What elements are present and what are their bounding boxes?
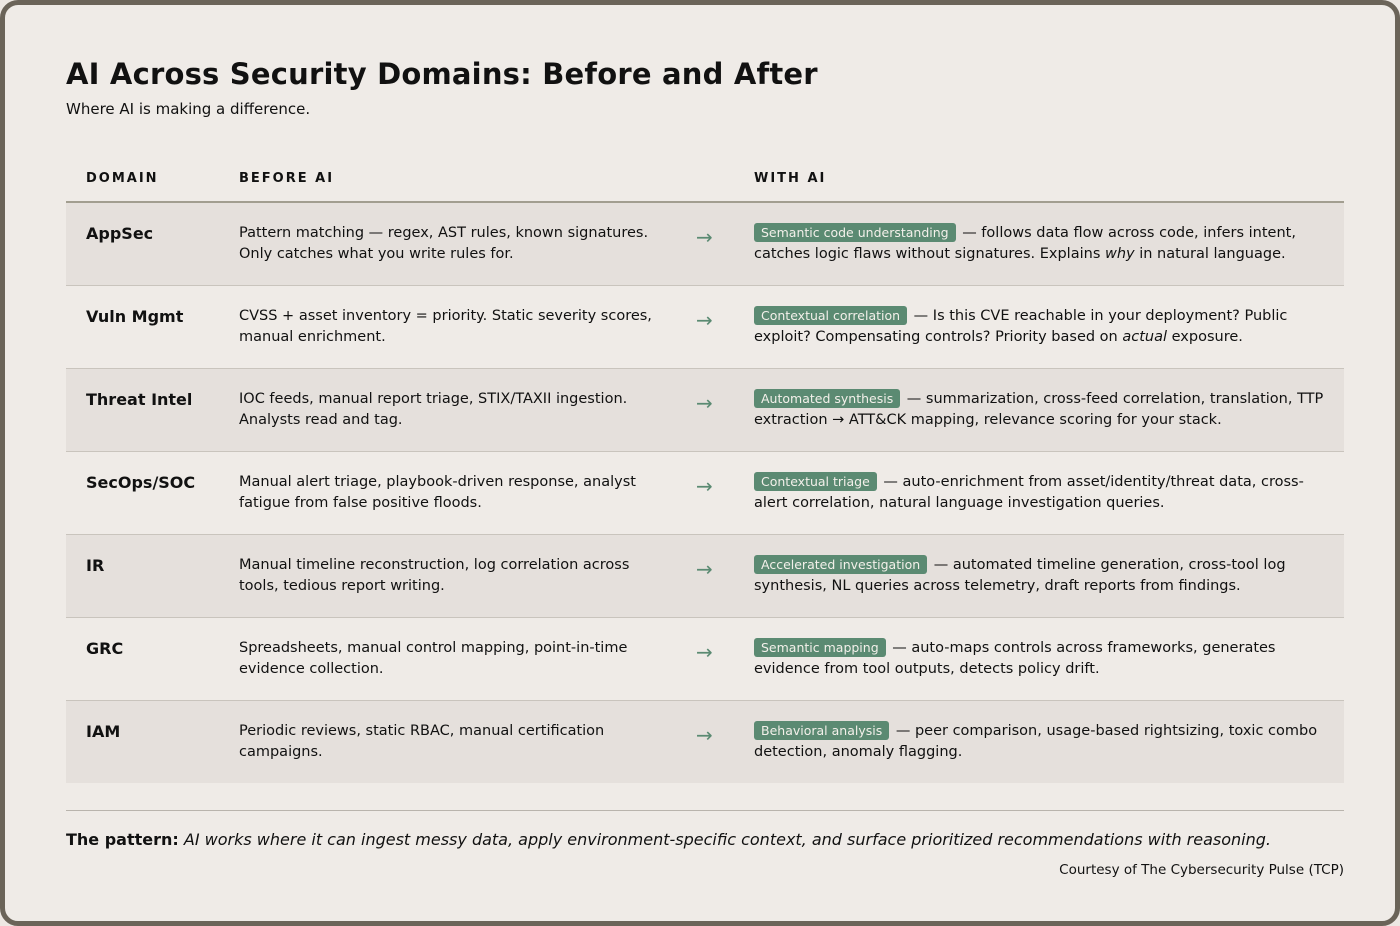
main-content (66, 55, 1344, 878)
with-ai-text: — summarization, cross-feed correlation, translation, TTP extraction → ATT&CK mapping, relevance scoring for your stack. (754, 391, 1324, 428)
with-ai-cell (754, 638, 1334, 680)
arrow-right-icon: → (696, 308, 713, 332)
with-ai-text: — Is this CVE reachable in your deployment? Public exploit? Compensating controls? Priority based on (754, 308, 1288, 345)
arrow-right-icon: → (696, 474, 713, 498)
before-cell: CVSS + asset inventory = priority. Static severity scores, manual enrichment. (239, 308, 652, 345)
before-cell: Manual alert triage, playbook-driven response, analyst fatigue from false positive floods. (239, 474, 636, 511)
page-subtitle: Where AI is making a difference. (66, 100, 311, 118)
domain-cell: AppSec (86, 224, 154, 243)
table-row (66, 701, 1344, 783)
with-ai-text-end: in natural language. (1134, 246, 1286, 262)
before-cell: Spreadsheets, manual control mapping, point-in-time evidence collection. (239, 640, 628, 677)
before-cell: IOC feeds, manual report triage, STIX/TAXII ingestion. Analysts read and tag. (239, 391, 628, 428)
domain-cell: GRC (86, 639, 124, 658)
with-ai-text: — follows data flow across code, infers intent, catches logic flaws without signatures. Explains (754, 225, 1296, 262)
domain-cell: Threat Intel (86, 390, 193, 409)
domain-cell: Vuln Mgmt (86, 307, 184, 326)
with-ai-cell (754, 223, 1334, 265)
before-cell: Manual timeline reconstruction, log correlation across tools, tedious report writing. (239, 557, 630, 594)
page-title: AI Across Security Domains: Before and After (66, 57, 818, 91)
capability-tag: Accelerated investigation (754, 555, 927, 574)
pattern-label: The pattern: (66, 830, 179, 849)
with-ai-text: — auto-enrichment from asset/identity/threat data, cross-alert correlation, natural language investigation queries. (754, 474, 1304, 511)
before-cell: Pattern matching — regex, AST rules, known signatures. Only catches what you write rules for. (239, 225, 649, 262)
table-row (66, 618, 1344, 701)
domain-cell: SecOps/SOC (86, 473, 196, 492)
domain-cell: IR (86, 556, 105, 575)
table-header (66, 165, 1344, 203)
pattern-statement (66, 830, 1271, 850)
before-cell: Periodic reviews, static RBAC, manual certification campaigns. (239, 723, 605, 760)
column-header-domain: DOMAIN (86, 171, 159, 186)
with-ai-text: — peer comparison, usage-based rightsizing, toxic combo detection, anomaly flagging. (754, 723, 1318, 760)
table-row (66, 203, 1344, 286)
with-ai-emphasis: why (1104, 246, 1135, 262)
pattern-text: AI works where it can ingest messy data, apply environment-specific context, and surface prioritized recommendations with reasoning. (183, 830, 1271, 849)
capability-tag: Contextual triage (754, 472, 877, 491)
table-row (66, 369, 1344, 452)
arrow-right-icon: → (696, 640, 713, 664)
with-ai-cell (754, 306, 1334, 348)
with-ai-cell (754, 389, 1334, 431)
capability-tag: Semantic code understanding (754, 223, 956, 242)
credit-line: Courtesy of The Cybersecurity Pulse (TCP) (1059, 862, 1344, 878)
column-header-before-ai: BEFORE AI (239, 171, 335, 186)
capability-tag: Behavioral analysis (754, 721, 889, 740)
capability-tag: Automated synthesis (754, 389, 900, 408)
with-ai-text: — auto-maps controls across frameworks, generates evidence from tool outputs, detects policy drift. (754, 640, 1276, 677)
comparison-table (66, 165, 1344, 783)
arrow-right-icon: → (696, 225, 713, 249)
with-ai-emphasis: actual (1122, 329, 1168, 345)
with-ai-text-end: exposure. (1167, 329, 1243, 345)
table-row (66, 286, 1344, 369)
with-ai-cell (754, 472, 1334, 514)
arrow-right-icon: → (696, 391, 713, 415)
arrow-right-icon: → (696, 723, 713, 747)
table-row (66, 535, 1344, 618)
domain-cell: IAM (86, 722, 121, 741)
table-row (66, 452, 1344, 535)
with-ai-cell (754, 555, 1334, 597)
capability-tag: Contextual correlation (754, 306, 907, 325)
arrow-right-icon: → (696, 557, 713, 581)
footer-divider (66, 810, 1344, 811)
column-header-with-ai: WITH AI (754, 171, 827, 186)
capability-tag: Semantic mapping (754, 638, 886, 657)
with-ai-text: — automated timeline generation, cross-tool log synthesis, NL queries across telemetry, draft reports from findings. (754, 557, 1286, 594)
with-ai-cell (754, 721, 1334, 763)
